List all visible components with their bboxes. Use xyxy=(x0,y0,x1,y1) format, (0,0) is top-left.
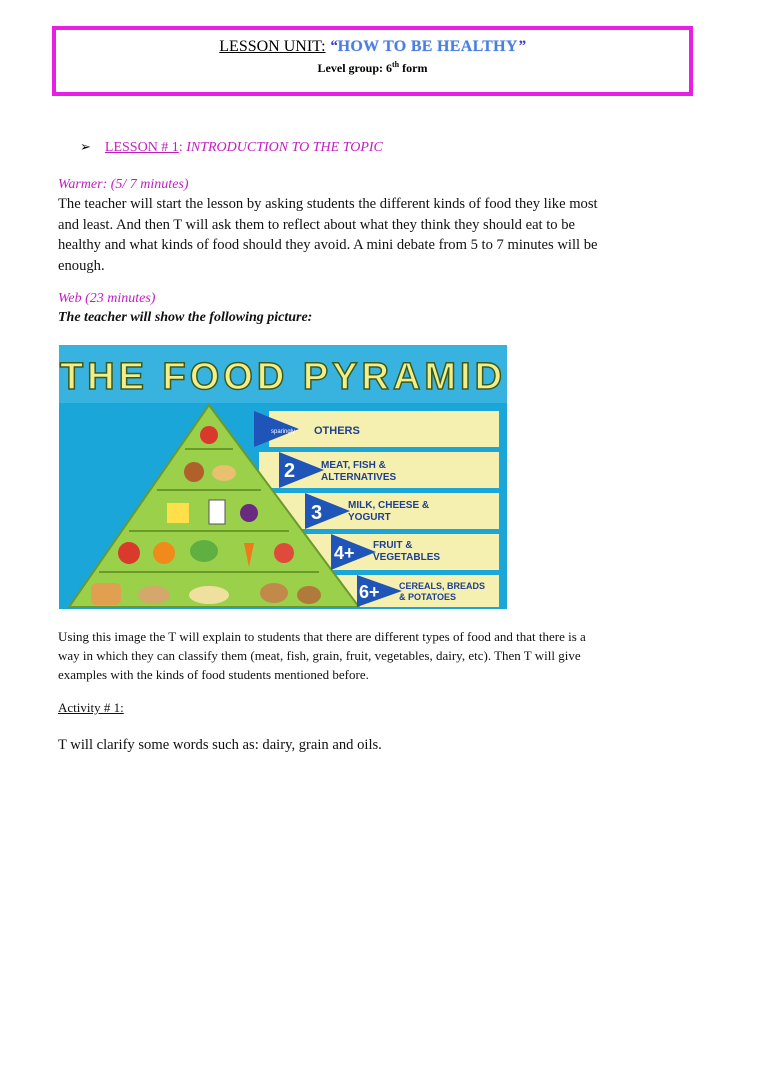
warmer-heading: Warmer: (5/ 7 minutes) xyxy=(58,177,189,192)
level-label: MILK, CHEESE & xyxy=(348,500,430,511)
warmer-line: and least. And then T will ask them to reflect about what they think they should eat to be xyxy=(58,216,576,233)
cheese-food-icon xyxy=(167,503,189,523)
activity-heading: Activity # 1: xyxy=(58,700,124,715)
serving-badge-text: sparingly xyxy=(271,429,296,435)
level-label: OTHERS xyxy=(314,425,360,437)
lesson-number: LESSON # 1 xyxy=(104,140,179,155)
lesson-heading xyxy=(80,139,383,156)
level-group-prefix: Level group: 6 xyxy=(317,61,392,75)
tomato-food-icon xyxy=(274,543,294,563)
web-intro: The teacher will show the following picture: xyxy=(58,310,313,325)
sweets-food-icon xyxy=(200,426,218,444)
lesson-title: INTRODUCTION TO THE TOPIC xyxy=(186,140,383,155)
close-quote: ” xyxy=(517,38,526,55)
milk-food-icon xyxy=(209,500,225,524)
lesson-unit-label: LESSON UNIT: xyxy=(219,38,326,55)
cabbage-food-icon xyxy=(190,540,218,562)
food-pyramid-image xyxy=(59,345,507,609)
web-heading: Web (23 minutes) xyxy=(58,291,156,306)
level-label: YOGURT xyxy=(348,512,391,523)
arrow-bullet-icon: ➢ xyxy=(80,139,91,154)
lesson-separator: : xyxy=(178,140,187,155)
explanation-line: way in which they can classify them (meat, fish, grain, fruit, vegetables, dairy, etc). Then T will give xyxy=(58,648,581,663)
explanation-text xyxy=(58,627,708,684)
fish-food-icon xyxy=(212,465,236,481)
level-label: MEAT, FISH & xyxy=(321,460,386,471)
explanation-line: Using this image the T will explain to students that there are different types of food and that there is a xyxy=(58,629,586,644)
pasta-food-icon xyxy=(189,586,229,604)
level-label: CEREALS, BREADS xyxy=(399,581,486,591)
lesson-unit-title xyxy=(56,38,689,56)
warmer-body xyxy=(58,194,708,276)
orange-food-icon xyxy=(153,542,175,564)
level-label: & POTATOES xyxy=(399,592,457,602)
serving-badge-text: 4+ xyxy=(334,543,355,563)
serving-badge-text: 3 xyxy=(311,502,323,524)
potato-food-icon xyxy=(260,583,288,603)
warmer-line: healthy and what kinds of food should they avoid. A mini debate from 5 to 7 minutes will be xyxy=(58,237,598,253)
unit-topic: HOW TO BE HEALTHY xyxy=(337,38,518,55)
meat-food-icon xyxy=(184,462,204,482)
level-label: VEGETABLES xyxy=(373,552,441,563)
lesson-header-box xyxy=(52,26,693,96)
bread-food-icon xyxy=(91,583,121,605)
activity-body: T will clarify some words such as: dairy, grain and oils. xyxy=(58,737,382,753)
level-strip xyxy=(269,411,499,447)
explanation-line: examples with the kinds of food students mentioned before. xyxy=(58,667,369,682)
pyramid-title: THE FOOD PYRAMID xyxy=(59,356,507,398)
potato-food-icon xyxy=(297,586,321,604)
open-quote: “ xyxy=(329,38,338,55)
level-group xyxy=(56,60,689,76)
level-group-sup: th xyxy=(392,60,400,69)
warmer-line: enough. xyxy=(58,257,105,274)
warmer-line: The teacher will start the lesson by asking students the different kinds of food they like most xyxy=(58,196,598,212)
apple-food-icon xyxy=(118,542,140,564)
level-label: ALTERNATIVES xyxy=(321,472,397,483)
level-group-suffix: form xyxy=(399,61,428,75)
level-label: FRUIT & xyxy=(373,540,413,551)
yogurt-food-icon xyxy=(240,504,258,522)
serving-badge-text: 6+ xyxy=(359,582,380,602)
serving-badge-text: 2 xyxy=(284,460,296,482)
cereal-food-icon xyxy=(138,586,170,604)
